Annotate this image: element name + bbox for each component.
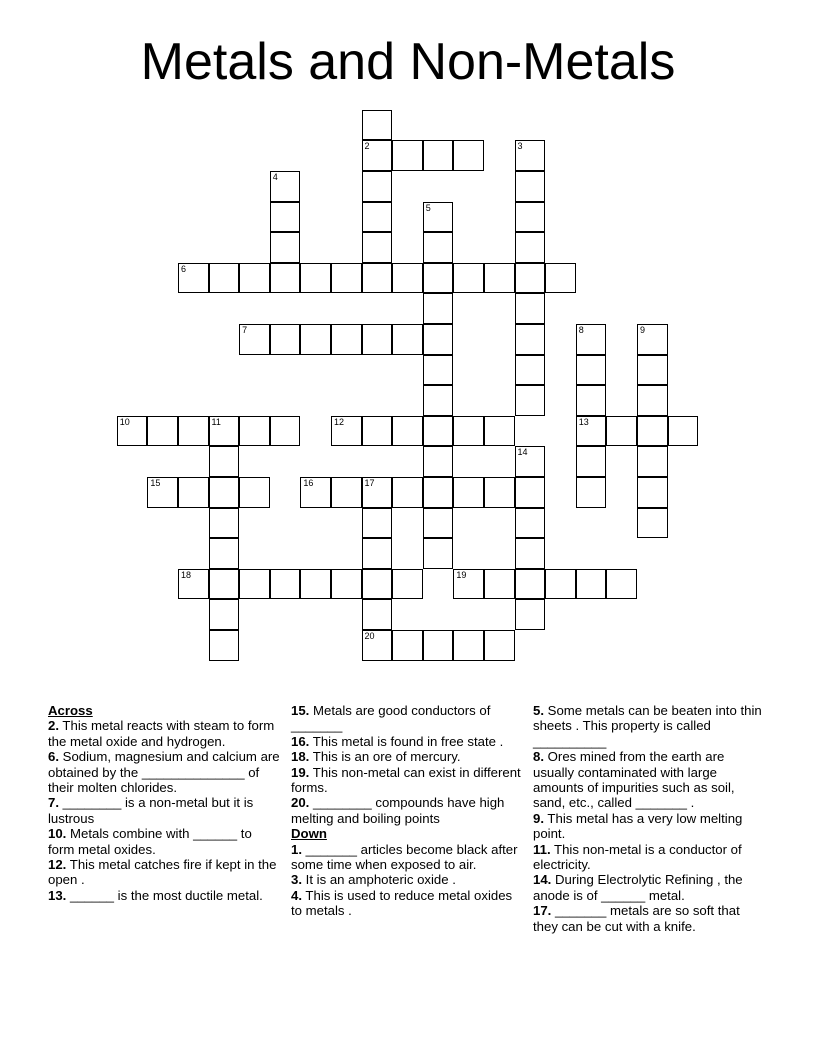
grid-cell[interactable] [392, 416, 423, 447]
grid-cell[interactable] [576, 569, 607, 600]
grid-cell[interactable] [209, 446, 240, 477]
grid-cell[interactable] [606, 416, 637, 447]
grid-cell[interactable] [637, 416, 668, 447]
down-heading: Down [291, 826, 327, 842]
grid-cell[interactable] [331, 416, 362, 447]
grid-cell[interactable] [423, 202, 454, 233]
grid-cell[interactable] [270, 324, 301, 355]
clue-number: 9. [533, 810, 544, 826]
grid-cell[interactable] [331, 477, 362, 508]
grid-cell[interactable] [484, 477, 515, 508]
clue [291, 765, 523, 796]
cell-number: 9 [639, 324, 645, 335]
grid-cell[interactable] [147, 477, 178, 508]
grid-cell[interactable] [484, 263, 515, 294]
grid-cell[interactable] [576, 385, 607, 416]
grid-cell[interactable] [515, 202, 546, 233]
clue-text: This metal has a very low melting point. [533, 810, 743, 842]
clue-number: 2. [48, 718, 59, 734]
clue-text: Ores mined from the earth are usually contaminated with large amounts of impurities such as soil, sand, etc., called _______ . [533, 749, 735, 811]
clue-text: This is used to reduce metal oxides to metals . [291, 887, 513, 919]
clue-text: ______ is the most ductile metal. [66, 887, 263, 903]
clue-text: This is an ore of mercury. [309, 749, 461, 765]
clue-text: It is an amphoteric oxide . [302, 872, 456, 888]
grid-cell[interactable] [331, 263, 362, 294]
clue [291, 795, 523, 826]
clue-text: This metal catches fire if kept in the open . [48, 857, 277, 888]
grid-cell[interactable] [576, 355, 607, 386]
grid-cell[interactable] [209, 599, 240, 630]
grid-cell[interactable] [117, 416, 148, 447]
clue-text: This metal is found in free state . [309, 733, 504, 749]
grid-cell[interactable] [423, 140, 454, 171]
clue-text: This non-metal can exist in different forms. [291, 764, 521, 796]
clue-text: _______ metals are so soft that they can be cut with a knife. [533, 903, 740, 934]
grid-cell[interactable] [362, 569, 393, 600]
cell-number: 6 [180, 263, 186, 274]
cell-number: 15 [150, 477, 161, 488]
cell-number: 4 [272, 171, 278, 182]
grid-cell[interactable] [331, 569, 362, 600]
grid-cell[interactable] [209, 416, 240, 447]
grid-cell[interactable] [637, 324, 668, 355]
grid-cell[interactable] [515, 477, 546, 508]
clue-number: 16. [291, 733, 310, 749]
grid-cell[interactable] [515, 263, 546, 294]
grid-cell[interactable] [637, 477, 668, 508]
grid-cell[interactable] [453, 416, 484, 447]
clue [291, 842, 523, 873]
grid-cell[interactable] [515, 508, 546, 539]
grid-cell[interactable] [239, 263, 270, 294]
grid-cell[interactable] [362, 140, 393, 171]
grid-cell[interactable] [453, 263, 484, 294]
grid-cell[interactable] [453, 569, 484, 600]
cell-number: 8 [578, 324, 584, 335]
grid-cell[interactable] [178, 263, 209, 294]
cell-number: 19 [456, 569, 467, 580]
grid-cell[interactable] [423, 355, 454, 386]
grid-cell[interactable] [637, 446, 668, 477]
grid-cell[interactable] [209, 630, 240, 661]
clue-number: 18. [291, 749, 310, 765]
grid-cell[interactable] [637, 508, 668, 539]
grid-cell[interactable] [270, 569, 301, 600]
grid-cell[interactable] [453, 630, 484, 661]
grid-cell[interactable] [362, 263, 393, 294]
clue-number: 13. [48, 887, 67, 903]
grid-cell[interactable] [423, 508, 454, 539]
clue-text: This metal reacts with steam to form the metal oxide and hydrogen. [48, 718, 275, 749]
grid-cell[interactable] [484, 630, 515, 661]
grid-cell[interactable] [423, 416, 454, 447]
grid-cell[interactable] [515, 140, 546, 171]
clue-text: Metals combine with ______ to form metal oxides. [48, 826, 252, 857]
grid-cell[interactable] [576, 477, 607, 508]
grid-cell[interactable] [423, 293, 454, 324]
clue-number: 7. [48, 795, 59, 811]
grid-cell[interactable] [178, 477, 209, 508]
grid-cell[interactable] [209, 477, 240, 508]
clue-text: During Electrolytic Refining , the anode is of ______ metal. [533, 872, 743, 903]
grid-cell[interactable] [637, 385, 668, 416]
grid-cell[interactable] [147, 416, 178, 447]
clue [48, 749, 280, 795]
grid-cell[interactable] [362, 599, 393, 630]
clue-number: 17. [533, 903, 552, 919]
grid-cell[interactable] [576, 416, 607, 447]
clue-number: 8. [533, 749, 544, 765]
clue [48, 795, 280, 826]
grid-cell[interactable] [392, 140, 423, 171]
grid-cell[interactable] [606, 569, 637, 600]
grid-cell[interactable] [423, 538, 454, 569]
clue-text: This non-metal is a conductor of electricity. [533, 841, 742, 873]
clue-number: 20. [291, 795, 310, 811]
clue-text: Sodium, magnesium and calcium are obtained by the ______________ of their molten chlorides. [48, 749, 280, 796]
clue-number: 1. [291, 841, 302, 857]
grid-cell[interactable] [515, 293, 546, 324]
grid-cell[interactable] [515, 385, 546, 416]
grid-cell[interactable] [423, 263, 454, 294]
grid-cell[interactable] [423, 232, 454, 263]
clue [291, 872, 523, 887]
cell-number: 14 [517, 447, 528, 458]
grid-cell[interactable] [362, 416, 393, 447]
grid-cell[interactable] [209, 569, 240, 600]
grid-cell[interactable] [331, 324, 362, 355]
cell-number: 7 [242, 324, 248, 335]
clue-text: _______ articles become black after some time when exposed to air. [291, 841, 518, 873]
clues-column-1 [48, 703, 280, 903]
grid-cell[interactable] [239, 477, 270, 508]
grid-cell[interactable] [576, 324, 607, 355]
grid-cell[interactable] [392, 324, 423, 355]
grid-cell[interactable] [300, 324, 331, 355]
grid-cell[interactable] [392, 569, 423, 600]
clue-text: Some metals can be beaten into thin sheets . This property is called __________ [533, 703, 762, 749]
grid-cell[interactable] [392, 477, 423, 508]
grid-cell[interactable] [484, 569, 515, 600]
grid-cell[interactable] [515, 355, 546, 386]
cell-number: 20 [364, 630, 375, 641]
cell-number: 5 [425, 202, 431, 213]
grid-cell[interactable] [209, 538, 240, 569]
grid-cell[interactable] [239, 416, 270, 447]
grid-cell[interactable] [300, 477, 331, 508]
clue [291, 888, 523, 919]
grid-cell[interactable] [178, 569, 209, 600]
clue-number: 12. [48, 857, 67, 873]
grid-cell[interactable] [515, 599, 546, 630]
grid-cell[interactable] [209, 263, 240, 294]
clue-number: 19. [291, 764, 310, 780]
clues-column-2 [291, 703, 523, 919]
clue-number: 10. [48, 826, 67, 842]
clue [533, 842, 765, 873]
grid-cell[interactable] [362, 324, 393, 355]
clue [48, 857, 280, 888]
clue [533, 811, 765, 842]
grid-cell[interactable] [423, 630, 454, 661]
grid-cell[interactable] [362, 232, 393, 263]
grid-cell[interactable] [545, 569, 576, 600]
clue [533, 872, 765, 903]
grid-cell[interactable] [362, 508, 393, 539]
clue-text: Metals are good conductors of _______ [291, 703, 491, 734]
grid-cell[interactable] [576, 446, 607, 477]
grid-cell[interactable] [515, 569, 546, 600]
page-title: Metals and Non-Metals [140, 33, 676, 91]
clue [291, 734, 523, 749]
clue-number: 4. [291, 887, 302, 903]
grid-cell[interactable] [423, 385, 454, 416]
cell-number: 10 [119, 416, 130, 427]
clue-number: 14. [533, 872, 552, 888]
grid-cell[interactable] [515, 232, 546, 263]
grid-cell[interactable] [270, 416, 301, 447]
grid-cell[interactable] [515, 324, 546, 355]
grid-cell[interactable] [300, 569, 331, 600]
clue [48, 888, 280, 903]
cell-number: 18 [180, 569, 191, 580]
grid-cell[interactable] [239, 569, 270, 600]
clue-number: 15. [291, 703, 310, 718]
clue-text: ________ is a non-metal but it is lustrous [48, 795, 254, 826]
grid-cell[interactable] [362, 110, 393, 141]
clues-column-3 [533, 703, 765, 934]
clue [48, 826, 280, 857]
grid-cell[interactable] [392, 630, 423, 661]
grid-cell[interactable] [362, 538, 393, 569]
clue-number: 3. [291, 872, 302, 888]
grid-cell[interactable] [637, 355, 668, 386]
clue-number: 6. [48, 749, 59, 765]
cell-number: 13 [578, 416, 589, 427]
grid-cell[interactable] [392, 263, 423, 294]
grid-cell[interactable] [270, 171, 301, 202]
clue [533, 903, 765, 934]
grid-cell[interactable] [270, 263, 301, 294]
grid-cell[interactable] [515, 538, 546, 569]
grid-cell[interactable] [209, 508, 240, 539]
grid-cell[interactable] [545, 263, 576, 294]
grid-cell[interactable] [453, 140, 484, 171]
cell-number: 3 [517, 141, 523, 152]
grid-cell[interactable] [362, 202, 393, 233]
grid-cell[interactable] [668, 416, 699, 447]
grid-cell[interactable] [362, 171, 393, 202]
grid-cell[interactable] [423, 324, 454, 355]
grid-cell[interactable] [239, 324, 270, 355]
grid-cell[interactable] [178, 416, 209, 447]
grid-cell[interactable] [484, 416, 515, 447]
grid-cell[interactable] [362, 630, 393, 661]
clue [533, 749, 765, 811]
cell-number: 12 [333, 416, 344, 427]
grid-cell[interactable] [515, 171, 546, 202]
across-heading: Across [48, 703, 93, 718]
clue [533, 703, 765, 749]
grid-cell[interactable] [270, 202, 301, 233]
grid-cell[interactable] [300, 263, 331, 294]
clue [291, 749, 523, 764]
cell-number: 16 [303, 477, 314, 488]
grid-cell[interactable] [453, 477, 484, 508]
grid-cell[interactable] [423, 446, 454, 477]
clue-number: 11. [533, 841, 551, 857]
grid-cell[interactable] [515, 446, 546, 477]
clue [48, 718, 280, 749]
grid-cell[interactable] [423, 477, 454, 508]
grid-cell[interactable] [270, 232, 301, 263]
clue-number: 5. [533, 703, 544, 718]
cell-number: 11 [211, 416, 221, 427]
grid-cell[interactable] [362, 477, 393, 508]
clue-text: ________ compounds have high melting and boiling points [291, 795, 505, 826]
clue [291, 703, 523, 734]
cell-number: 17 [364, 477, 375, 488]
cell-number: 2 [364, 141, 370, 152]
